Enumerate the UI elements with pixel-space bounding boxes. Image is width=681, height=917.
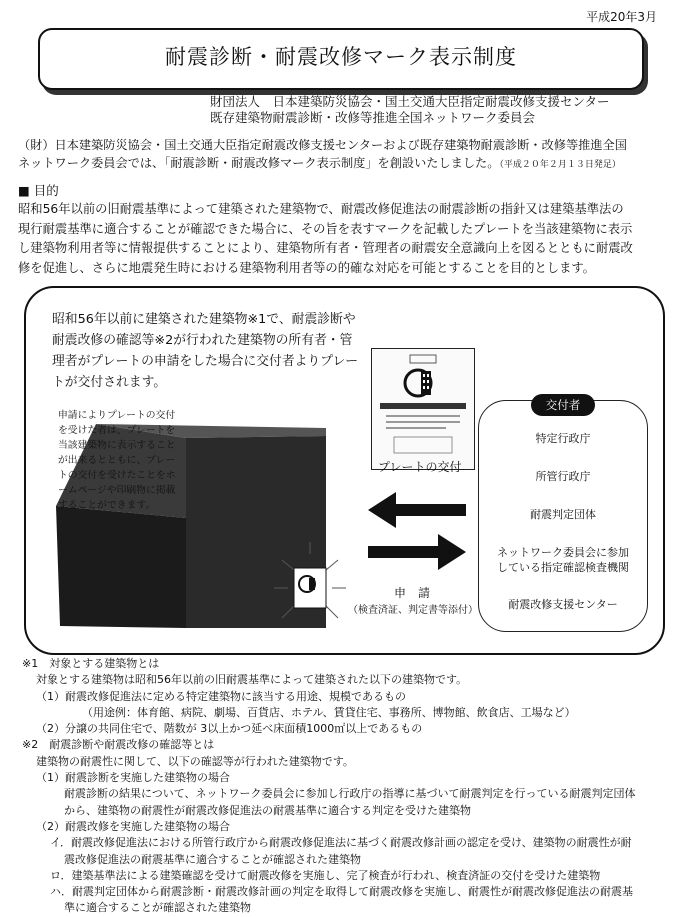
organization-line: 既存建築物耐震診断・改修等推進全国ネットワーク委員会 [210,110,536,125]
organization-line: 財団法人 日本建築防災協会・国土交通大臣指定耐震改修支援センター [210,94,610,109]
note-line: 準に適合することが確認された建築物 [64,901,251,915]
note-line: 対象とする建築物は昭和56年以前の旧耐震基準によって建築された以下の建築物です。 [36,673,468,687]
title-banner [38,28,644,90]
exchange-arrows [356,488,476,584]
plate-usage-note [58,408,218,513]
diagram-line: 昭和56年以前に建築された建築物※1で、耐震診断や [52,312,356,327]
note-line: （1）耐震診断を実施した建築物の場合 [36,771,230,785]
note-line: ームページや印刷物に掲載 [58,485,176,496]
organization-block [210,94,610,126]
plate-sample [371,348,475,470]
purpose-paragraph [18,200,664,278]
page-title: 耐震診断・耐震改修マーク表示制度 [165,45,517,69]
purpose-line: 昭和56年以前の旧耐震基準によって建築された建築物で、耐震改修促進法の耐震診断の指針又は建築基準法の [18,202,624,216]
plate-issue-label: プレートの交付 [378,460,462,474]
intro-line [18,154,666,174]
note-line: ロ．建築基準法による建築確認を受けて耐震改修を実施し、完了検査が行われ、検査済証の交付を受けた建築物 [50,868,601,882]
note-line: から、建築物の耐震性が耐震改修促進法の耐震基準に適合する判定を受けた建築物 [64,803,471,817]
note-line: することができます。 [58,500,156,511]
diagram-line: トが交付されます。 [52,375,167,390]
purpose-line: し建築物利用者等に情報提供することにより、建築物所有者・管理者の耐震安全意識向上を図るとともに耐震改 [18,241,633,255]
diagram-line: 耐震改修の確認等※2が行われた建築物の所有者・管 [52,333,353,348]
diagram-line: 理者がプレートの申請をした場合に交付者よりプレー [52,354,359,369]
note-line: が出来るとともに、プレー [58,455,176,466]
note-line: 震改修促進法の耐震基準に適合することが確認された建築物 [64,852,361,866]
founding-date: （平成２０年２月１３日発足） [499,160,621,170]
intro-text: ネットワーク委員会では、「耐震診断・耐震改修マーク表示制度」を創設いたしました。 [18,156,500,170]
issue-date: 平成20年3月 [586,10,657,24]
arrow-right-icon [368,534,466,570]
note-line: 建築物の耐震性に関して、以下の確認等が行われた建築物です。 [36,754,354,768]
note-line: ハ．耐震判定団体から耐震診断・耐震改修計画の判定を取得して耐震改修を実施し、耐震性が耐震改修促進法の耐震基 [50,885,633,899]
process-diagram [24,286,665,655]
note-heading: ※1 対象とする建築物とは [22,657,160,670]
note-line: を受けた者は、プレートを [58,425,176,436]
purpose-heading: ■ 目的 [18,183,59,198]
note-line: トの交付を受けたことをホ [58,470,176,481]
footnotes [22,656,672,917]
note-line: 申請によりプレートの交付 [58,410,176,421]
arrow-left-icon [368,492,466,528]
issuer-item: 耐震判定団体 [530,508,596,521]
note-line: 当該建築物に表示すること [58,440,176,451]
intro-paragraph [18,136,666,174]
note-heading: ※2 耐震診断や耐震改修の確認等とは [22,738,215,752]
issuer-item: 耐震改修支援センター [508,598,618,611]
purpose-line: 現行耐震基準に適合することが確認できた場合に、その旨を表すマークを記載したプレートを当該建築物に表示 [18,221,633,236]
seismic-mark-icon [372,349,474,469]
building-left-face [56,506,186,628]
issuer-item: 特定行政庁 [535,432,591,445]
purpose-line: 修を促進し、さらに地震発生時における建築物利用者等の的確な対応を可能とすることを目的とします。 [18,260,595,275]
note-line: （1）耐震改修促進法に定める特定建築物に該当する用途、規模であるもの [36,689,406,703]
note-line: （2）耐震改修を実施した建築物の場合 [36,819,230,833]
note-line: （2）分譲の共同住宅で、階数が 3以上かつ延べ床面積1000㎡以上であるもの [36,722,423,736]
application-label: 申 請 [394,586,431,600]
note-line: （用途例：体育館、病院、劇場、百貨店、ホテル、賃貸住宅、事務所、博物館、飲食店、工場など） [82,705,576,719]
issuer-item: している指定確認検査機関 [497,561,629,574]
note-line: イ．耐震改修促進法における所管行政庁から耐震改修促進法に基づく耐震改修計画の認定を受け、建築物の耐震性が耐 [50,836,632,850]
issuer-box [478,400,648,632]
issuer-title-badge: 交付者 [531,394,595,416]
intro-line: （財）日本建築防災協会・国土交通大臣指定耐震改修支援センターおよび既存建築物耐震診断・改修等推進全国 [18,138,627,152]
note-line: 耐震診断の結果について、ネットワーク委員会に参加し行政庁の指導に基づいて耐震判定を行っている耐震判定団体 [64,787,636,801]
issuer-item: ネットワーク委員会に参加 [497,546,629,559]
issuer-item: 所管行政庁 [535,470,591,483]
application-attachments: （検査済証、判定書等添付） [348,605,478,616]
